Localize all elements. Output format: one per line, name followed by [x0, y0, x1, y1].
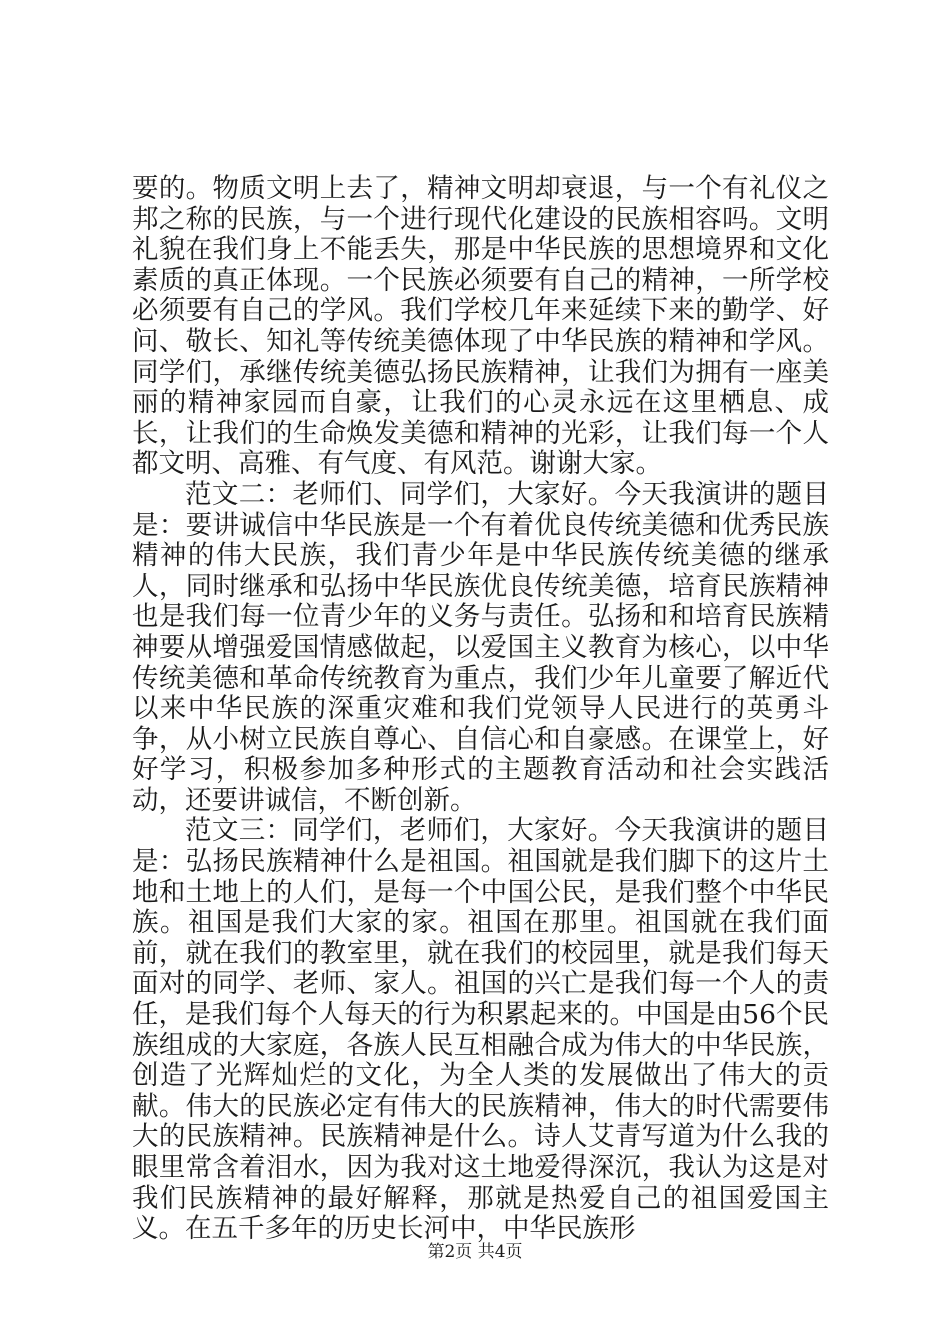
document-body — [132, 174, 829, 1245]
paragraph-sample-two: 范文二：老师们、同学们，大家好。今天我演讲的题目是：要讲诚信中华民族是一个有着优良传统美德和优秀民族精神的伟大民族，我们青少年是中华民族传统美德的继承人，同时继承和弘扬中华民族优良传统美德，培育民族精神也是我们每一位青少年的义务与责任。弘扬和和培育民族精神要从增强爱国情感做起，以爱国主义教育为核心，以中华传统美德和革命传统教育为重点，我们少年儿童要了解近代以来中华民族的深重灾难和我们党领导人民进行的英勇斗争，从小树立民族自尊心、自信心和自豪感。在课堂上，好好学习，积极参加多种形式的主题教育活动和社会实践活动，还要讲诚信，不断创新。 — [132, 478, 829, 816]
paragraph-continuation: 要的。物质文明上去了，精神文明却衰退，与一个有礼仪之邦之称的民族，与一个进行现代化建设的民族相容吗。文明礼貌在我们身上不能丢失，那是中华民族的思想境界和文化素质的真正体现。一个民族必须要有自己的精神，一所学校必须要有自己的学风。我们学校几年来延续下来的勤学、好问、敬长、知礼等传统美德体现了中华民族的精神和学风。同学们，承继传统美德弘扬民族精神，让我们为拥有一座美丽的精神家园而自豪，让我们的心灵永远在这里栖息、成长，让我们的生命焕发美德和精神的光彩，让我们每一个人都文明、高雅、有气度、有风范。谢谢大家。 — [132, 173, 829, 480]
paragraph-sample-three: 范文三：同学们，老师们，大家好。今天我演讲的题目是：弘扬民族精神什么是祖国。祖国就是我们脚下的这片土地和土地上的人们，是每一个中国公民，是我们整个中华民族。祖国是我们大家的家。祖国在那里。祖国就在我们面前，就在我们的教室里，就在我们的校园里，就是我们每天面对的同学、老师、家人。祖国的兴亡是我们每一个人的责任，是我们每个人每天的行为积累起来的。中国是由56个民族组成的大家庭，各族人民互相融合成为伟大的中华民族，创造了光辉灿烂的文化，为全人类的发展做出了伟大的贡献。伟大的民族必定有伟大的民族精神，伟大的时代需要伟大的民族精神。民族精神是什么。诗人艾青写道为什么我的眼里常含着泪水，因为我对这土地爱得深沉，我认为这是对我们民族精神的最好解释，那就是热爱自己的祖国爱国主义。在五千多年的历史长河中，中华民族形 — [132, 815, 829, 1245]
page-number-footer: 第2页 共4页 — [427, 1242, 523, 1262]
